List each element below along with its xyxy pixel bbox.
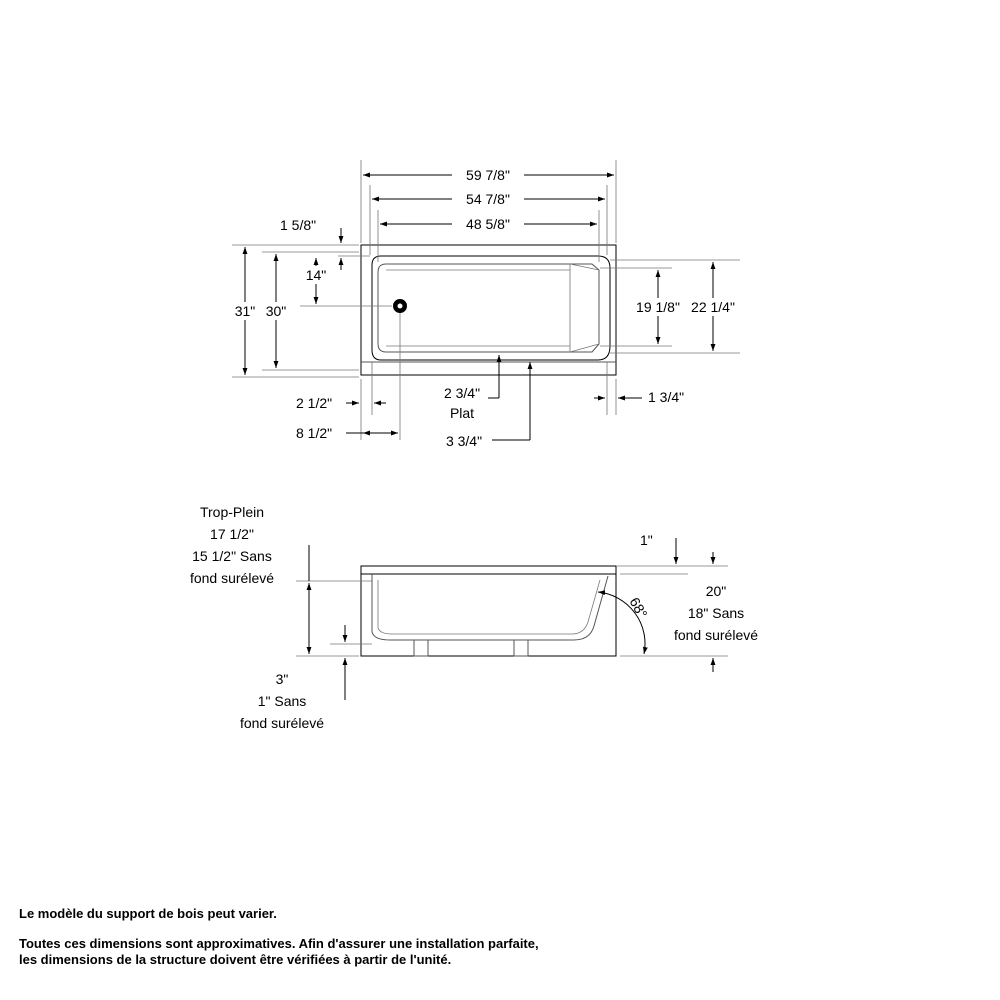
tub-outline-side — [361, 566, 616, 656]
dim-drain-center: 8 1/2" — [296, 425, 333, 441]
dim-inner-width: 30" — [265, 303, 287, 319]
overflow-label-4: fond surélevé — [189, 570, 275, 586]
dim-flat-length: 48 5/8" — [466, 216, 510, 232]
top-view — [229, 160, 741, 449]
overflow-label-2: 17 1/2" — [210, 526, 254, 542]
dim-flange-top: 1 5/8" — [280, 217, 317, 233]
dim-bottom-width: 19 1/8" — [636, 299, 680, 315]
side-view — [190, 504, 758, 731]
tub-basin — [372, 256, 610, 360]
height-label-3: fond surélevé — [673, 627, 759, 643]
overflow-label-1: Trop-Plein — [199, 504, 265, 520]
dim-inner-length: 54 7/8" — [466, 191, 510, 207]
label-flat: Plat — [449, 405, 475, 421]
dim-left-edge: 2 1/2" — [296, 395, 333, 411]
dim-front-skirt: 3 3/4" — [445, 433, 483, 449]
floor-label-1: 3" — [275, 671, 289, 687]
dim-rim-width: 22 1/4" — [691, 299, 735, 315]
dim-overall-length: 59 7/8" — [466, 167, 510, 183]
height-label-1: 20" — [705, 583, 727, 599]
angle-label: 68° — [626, 594, 651, 621]
note-support: Le modèle du support de bois peut varier. — [19, 906, 277, 921]
dim-overall-width: 31" — [234, 303, 256, 319]
dim-drain-offset: 14" — [305, 267, 327, 283]
note-disclaimer-1: Toutes ces dimensions sont approximatives. Afin d'assurer une installation parfaite, — [19, 936, 539, 951]
dim-top-offset: 1" — [640, 532, 653, 548]
height-label-2: 18" Sans — [687, 605, 745, 621]
dim-right-edge: 1 3/4" — [648, 389, 685, 405]
overflow-label-3: 15 1/2" Sans — [192, 548, 272, 564]
floor-label-3: fond surélevé — [239, 715, 325, 731]
note-disclaimer-2: les dimensions de la structure doivent être vérifiées à partir de l'unité. — [19, 952, 452, 967]
dim-flat-front: 2 3/4" — [443, 385, 481, 401]
floor-label-2: 1" Sans — [257, 693, 307, 709]
tub-profile — [372, 574, 608, 640]
notes — [19, 906, 539, 967]
